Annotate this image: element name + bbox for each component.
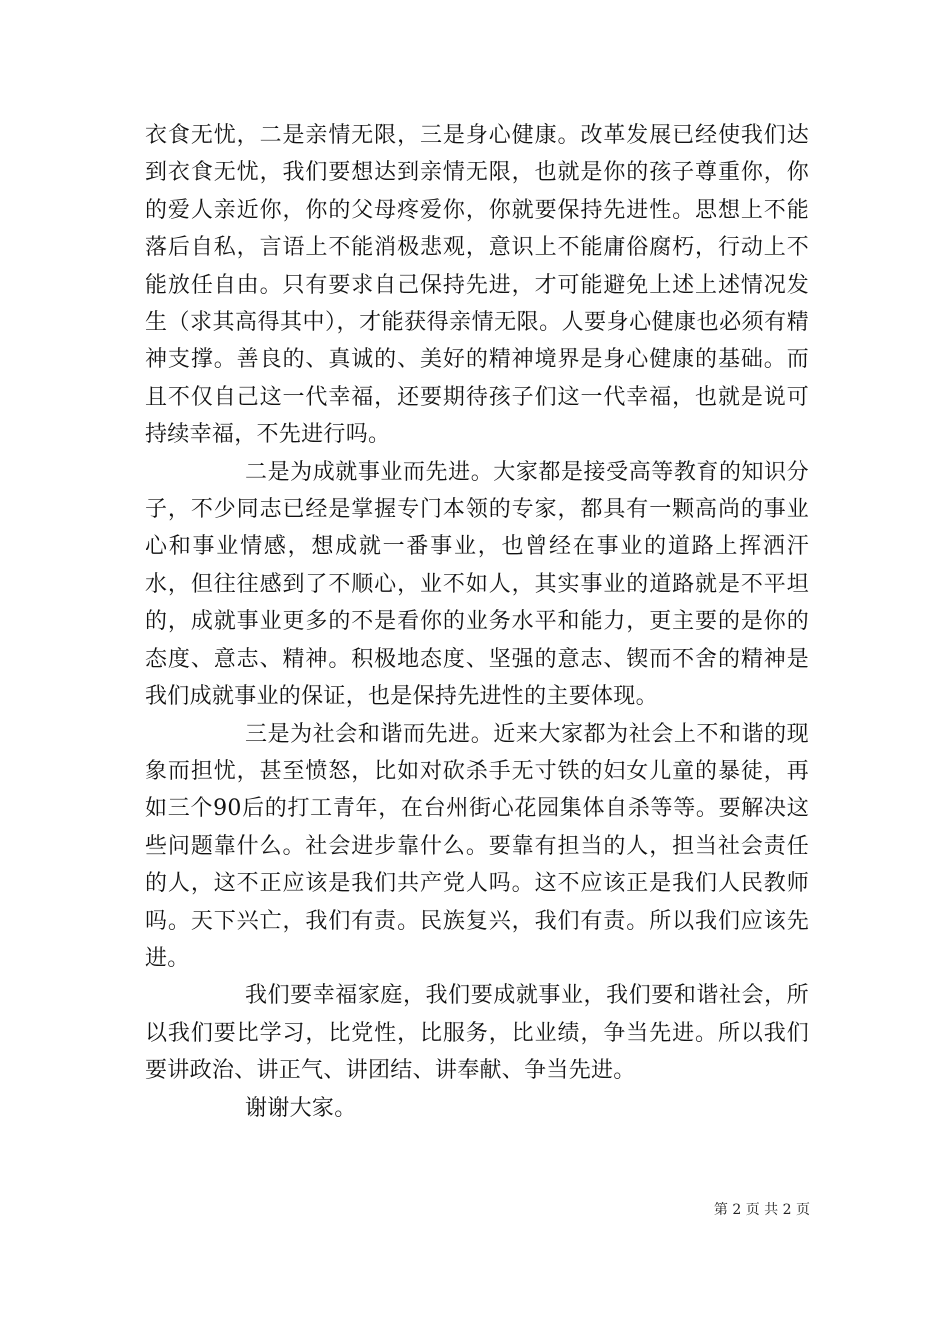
paragraph-continued: 衣食无忧，二是亲情无限，三是身心健康。改革发展已经使我们达到衣食无忧，我们要想达到亲情无限，也就是你的孩子尊重你，你的爱人亲近你，你的父母疼爱你，你就要保持先进性。思想上不能落后自私，言语上不能消极悲观，意识上不能庸俗腐朽，行动上不能放任自由。只有要求自己保持先进，才可能避免上述上述情况发生（求其高得其中），才能获得亲情无限。人要身心健康也必须有精神支撑。善良的、真诚的、美好的精神境界是身心健康的基础。而且不仅自己这一代幸福，还要期待孩子们这一代幸福，也就是说可持续幸福，不先进行吗。 — [145, 123, 809, 448]
paragraph-society: 三是为社会和谐而先进。近来大家都为社会上不和谐的现象而担忧，甚至愤怒，比如对砍杀手无寸铁的妇女儿童的暴徒，再如三个90后的打工青年，在台州街心花园集体自杀等等。要解决这些问题靠什么。社会进步靠什么。要靠有担当的人，担当社会责任的人，这不正应该是我们共产党人吗。这不应该正是我们人民教师吗。天下兴亡，我们有责。民族复兴，我们有责。所以我们应该先进。 — [145, 721, 809, 971]
paragraph-thanks: 谢谢大家。 — [245, 1095, 357, 1121]
page-number-footer: 第 2 页 共 2 页 — [713, 1202, 810, 1218]
paragraph-career: 二是为成就事业而先进。大家都是接受高等教育的知识分子，不少同志已经是掌握专门本领的专家，都具有一颗高尚的事业心和事业情感，想成就一番事业，也曾经在事业的道路上挥洒汗水，但往往感到了不顺心，业不如人，其实事业的道路就是不平坦的，成就事业更多的不是看你的业务水平和能力，更主要的是你的态度、意志、精神。积极地态度、坚强的意志、锲而不舍的精神是我们成就事业的保证，也是保持先进性的主要体现。 — [145, 459, 809, 710]
document-body — [145, 117, 809, 1127]
paragraph-conclusion: 我们要幸福家庭，我们要成就事业，我们要和谐社会，所以我们要比学习，比党性，比服务，比业绩，争当先进。所以我们要讲政治、讲正气、讲团结、讲奉献、争当先进。 — [145, 983, 809, 1084]
